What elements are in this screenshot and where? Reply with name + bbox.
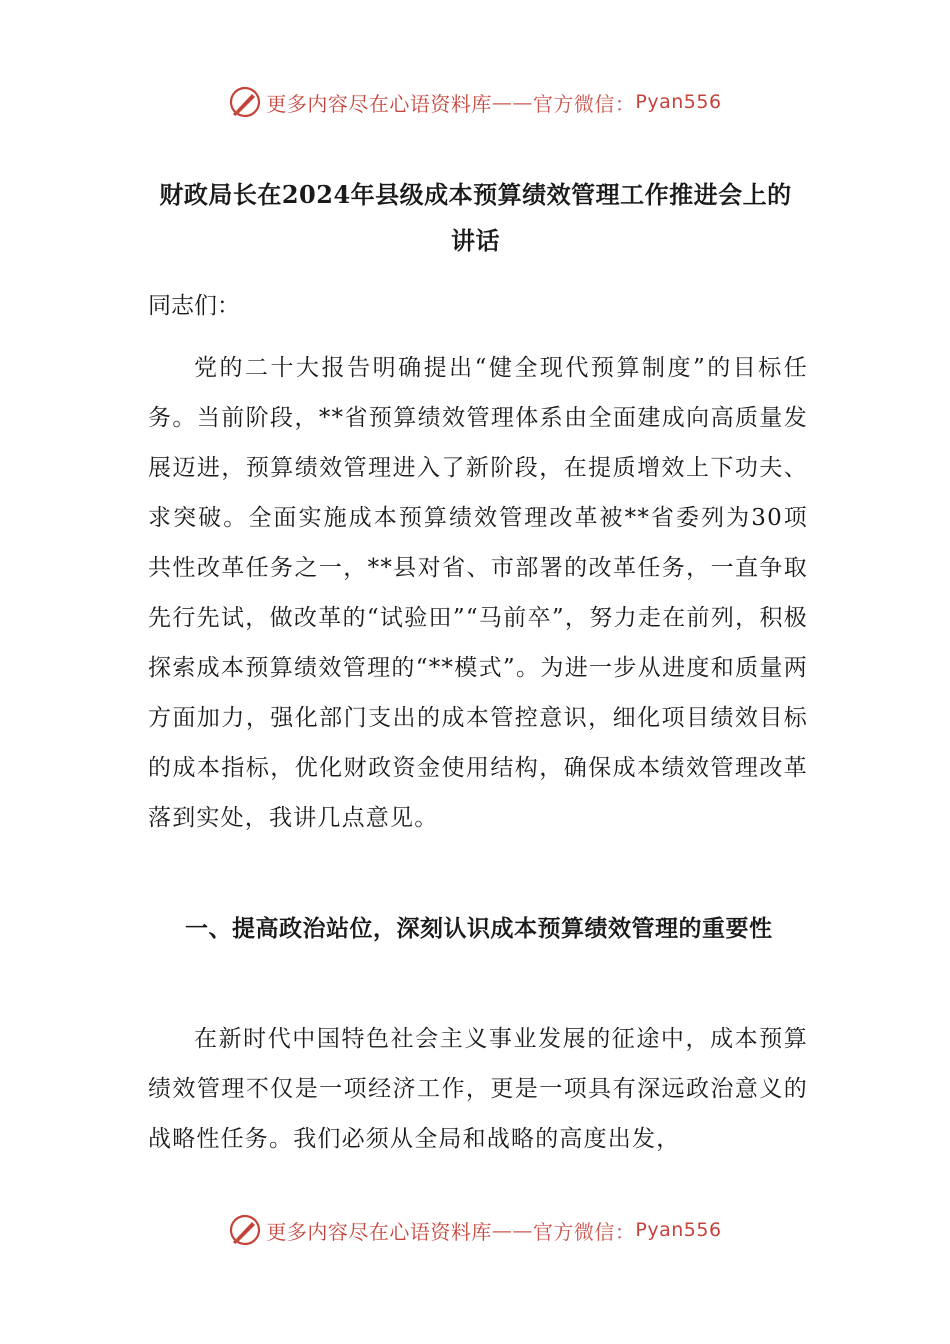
header-watermark (0, 82, 950, 122)
salutation: 同志们： (148, 293, 240, 319)
watermark-wechat-id: Pyan556 (635, 91, 722, 113)
body-paragraph-2: 在新时代中国特色社会主义事业发展的征途中，成本预算绩效管理不仅是一项经济工作，更是一项具有深远政治意义的战略性任务。我们必须从全局和战略的高度出发， (148, 1026, 808, 1152)
watermark-brand: 更多内容尽在心语资料库 (266, 91, 492, 116)
watermark-wechat-id: Pyan556 (635, 1219, 722, 1241)
watermark-dash: —— (491, 90, 533, 114)
pen-logo-icon (228, 85, 262, 119)
footer-watermark (0, 1210, 950, 1250)
watermark-wechat-label: 官方微信： (532, 1219, 636, 1244)
section-heading-1: 一、提高政治站位，深刻认识成本预算绩效管理的重要性 (185, 915, 773, 942)
body-paragraph-1: 党的二十大报告明确提出“健全现代预算制度”的目标任务。当前阶段，**省预算绩效管理体系由全面建成向高质量发展迈进，预算绩效管理进入了新阶段，在提质增效上下功夫、求突破。全面实施成本预算绩效管理改革被**省委列为30项共性改革任务之一，**县对省、市部署的改革任务，一直争取先行先试，做改革的“试验田”“马前卒”，努力走在前列，积极探索成本预算绩效管理的“**模式”。为进一步从进度和质量两方面加力，强化部门支出的成本管控意识，细化项目绩效目标的成本指标，优化财政资金使用结构，确保成本绩效管理改革落到实处，我讲几点意见。 (148, 355, 808, 831)
pen-logo-icon (228, 1213, 262, 1247)
watermark-wechat-label: 官方微信： (532, 91, 636, 116)
watermark-brand: 更多内容尽在心语资料库 (266, 1219, 492, 1244)
document-title: 财政局长在2024年县级成本预算绩效管理工作推进会上的讲话 (159, 180, 792, 255)
watermark-dash: —— (491, 1218, 533, 1242)
